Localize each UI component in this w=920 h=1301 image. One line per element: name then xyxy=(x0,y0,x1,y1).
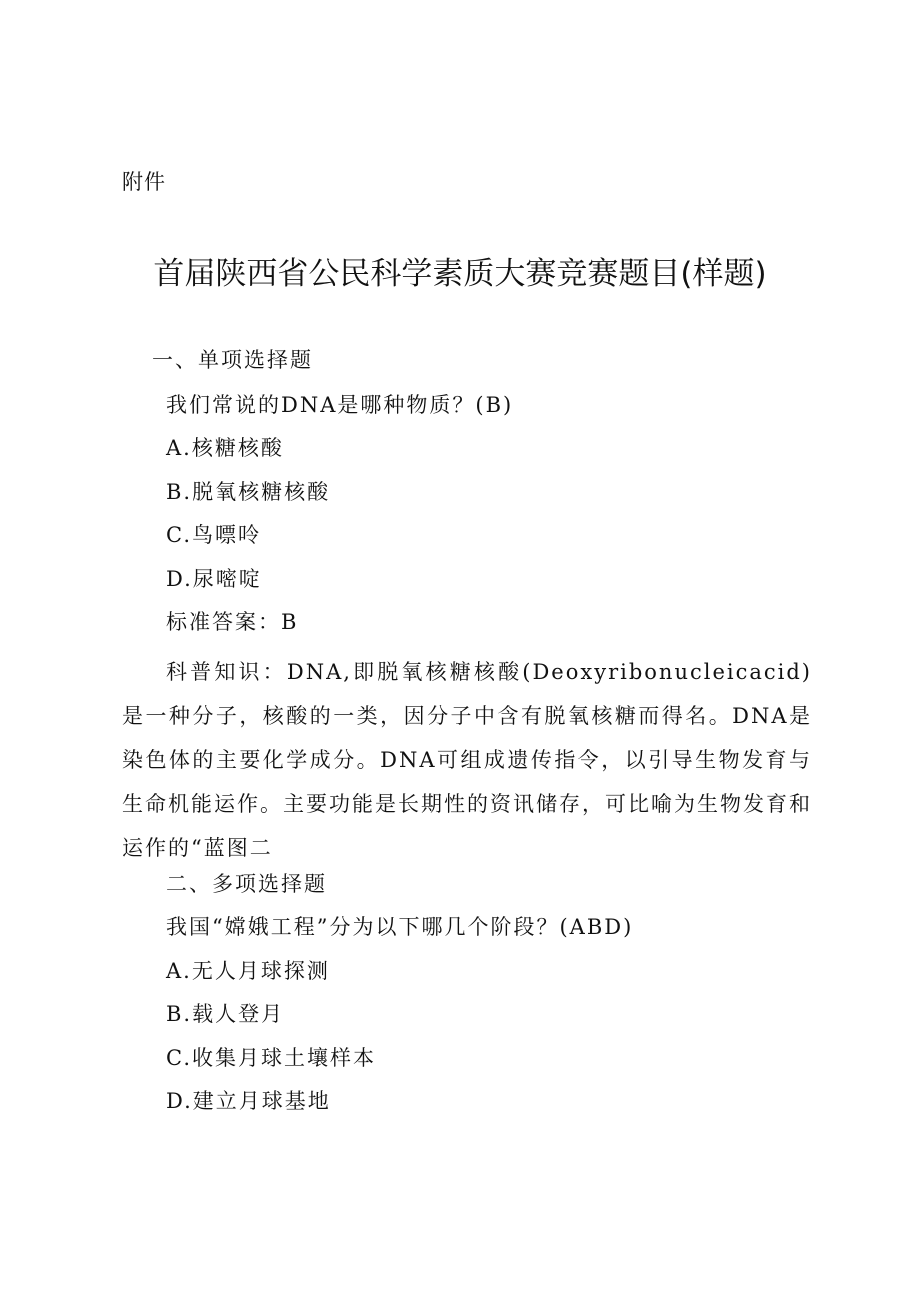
option-c: C.收集月球土壤样本 xyxy=(166,1046,376,1070)
standard-answer: 标准答案：B xyxy=(166,610,299,634)
option-b: B.载人登月 xyxy=(166,1002,285,1026)
document-title: 首届陕西省公民科学素质大赛竞赛题目(样题) xyxy=(153,256,767,292)
option-a: A.无人月球探测 xyxy=(166,959,330,983)
attachment-label: 附件 xyxy=(122,170,166,194)
option-b: B.脱氧核糖核酸 xyxy=(166,480,331,504)
option-d: D.尿嘧啶 xyxy=(166,567,262,591)
section-heading-multiple-choice: 二、多项选择题 xyxy=(166,872,327,896)
question-change-project: 我国“嫦娥工程”分为以下哪几个阶段？(ABD) xyxy=(166,915,634,939)
science-knowledge-paragraph: 科普知识：DNA,即脱氧核糖核酸(Deoxyribonucleicacid)是一种分子，核酸的一类，因分子中含有脱氧核糖而得名。DNA是染色体的主要化学成分。DNA可组成遗传指令，以引导生物发育与生命机能运作。主要功能是长期性的资讯储存，可比喻为生物发育和运作的“蓝图二 xyxy=(122,660,812,860)
option-c: C.鸟嘌呤 xyxy=(166,523,261,547)
question-dna: 我们常说的DNA是哪种物质？(B) xyxy=(166,393,514,417)
option-a: A.核糖核酸 xyxy=(166,436,284,460)
option-d: D.建立月球基地 xyxy=(166,1089,331,1113)
section-heading-single-choice: 一、单项选择题 xyxy=(152,348,313,372)
